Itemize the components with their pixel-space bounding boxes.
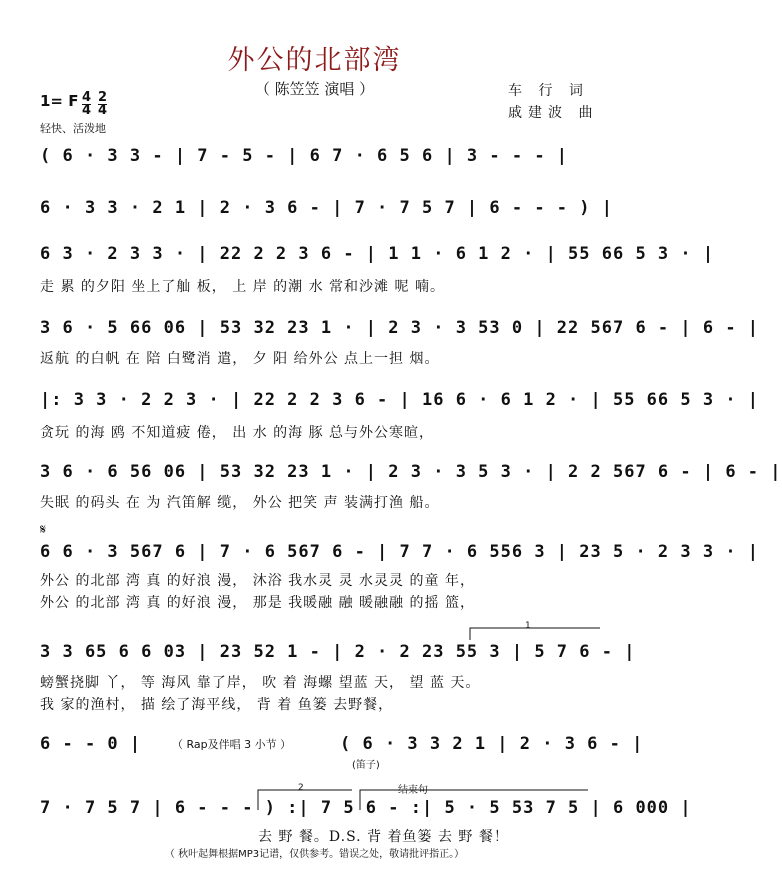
score-line-5: |: 3 3 · 2 2 3 · | 22 2 2 3 6 - | 16 6 · 6 1 2 · | 55 66 5 3 · | [40,390,760,410]
lyrics-line-8b: 我 家的渔村， 描 绘了海平线， 背 着 鱼篓 去野餐， [40,697,394,713]
score-line-2: 6 · 3 3 · 2 1 | 2 · 3 6 - | 7 · 7 5 7 | 6 - - - ) | [40,198,613,218]
lyricist-credit: 车 行 词 [508,83,589,99]
lyrics-line-8a: 螃蟹挠脚 丫， 等 海风 靠了岸， 吹 着 海螺 望蓝 天， 望 蓝 天。 [40,675,481,691]
lyrics-line-3: 走 累 的夕阳 坐上了舢 板， 上 岸 的潮 水 常和沙滩 呢 喃。 [40,279,445,295]
song-title: 外公的北部湾 [227,45,402,76]
time-signature-4-4: $\frac{4}{4}$ [82,90,92,118]
lyrics-line-6: 失眠 的码头 在 为 汽笛解 缆， 外公 把笑 声 装满打渔 船。 [40,495,440,511]
volta-second-ending: 2 [298,783,304,793]
score-line-6: 3 6 · 6 56 06 | 53 32 23 1 · | 2 3 · 3 5 3 · | 2 2 567 6 - | 6 - | [40,462,782,482]
rap-note: （ Rap及伴唱 3 小节 ） [172,738,292,751]
composer-credit: 戚建波 曲 [508,105,599,121]
segno-sign: 𝄋 [40,522,47,538]
ending-bracket [360,790,588,810]
key-signature: 1= F [40,92,79,110]
flute-label: (笛子) [352,760,380,771]
lyrics-line-4: 返航 的白帆 在 陪 白鹭消 遣， 夕 阳 给外公 点上一担 烟。 [40,351,440,367]
score-line-4: 3 6 · 5 66 06 | 53 32 23 1 · | 2 3 · 3 53 0 | 22 567 6 - | 6 - | [40,318,760,338]
score-line-8: 3 3 65 6 6 03 | 23 52 1 - | 2 · 2 23 55 3 | 5 7 6 - | [40,642,636,662]
lyrics-line-10: 去 野 餐。D.S. 背 着鱼篓 去 野 餐！ [258,829,509,845]
score-line-3: 6 3 · 2 3 3 · | 22 2 2 3 6 - | 1 1 · 6 1 2 · | 55 66 5 3 · | [40,244,715,264]
singer-credit: （ 陈笠笠 演唱 ） [254,80,375,98]
volta-1-bracket [470,628,600,640]
lyrics-line-7b: 外公 的北部 湾 真 的好浪 漫， 那是 我暖融 融 暖融融 的摇 篮， [40,595,475,611]
volta-first-ending: 1 [525,621,531,631]
volta-2-bracket [258,790,352,810]
score-line-10: 7 · 7 5 7 | 6 - - - ) :| 7 5 6 - :| 5 · 5 53 7 5 | 6 000 | [40,798,692,818]
tempo-marking: 轻快、活泼地 [40,122,106,135]
flute-phrase: ( 6 · 3 3 2 1 | 2 · 3 6 - | [340,734,644,754]
ending-label: 结束句 [398,785,428,796]
score-line-1: ( 6 · 3 3 - | 7 - 5 - | 6 7 · 6 5 6 | 3 - - - | [40,146,569,166]
lyrics-line-5: 贪玩 的海 鸥 不知道疲 倦， 出 水 的海 豚 总与外公寒暄， [40,425,435,441]
score-line-7: 6 6 · 3 567 6 | 7 · 6 567 6 - | 7 7 · 6 556 3 | 23 5 · 2 3 3 · | [40,542,760,562]
score-line-9: 6 - - 0 | [40,734,142,754]
time-signature-2-4: $\frac{2}{4}$ [98,90,108,118]
footnote: （ 秋叶起舞根据MP3记谱，仅供参考。错误之处，敬请批评指正。） [164,849,465,860]
lyrics-line-7a: 外公 的北部 湾 真 的好浪 漫， 沐浴 我水灵 灵 水灵灵 的童 年， [40,573,475,589]
